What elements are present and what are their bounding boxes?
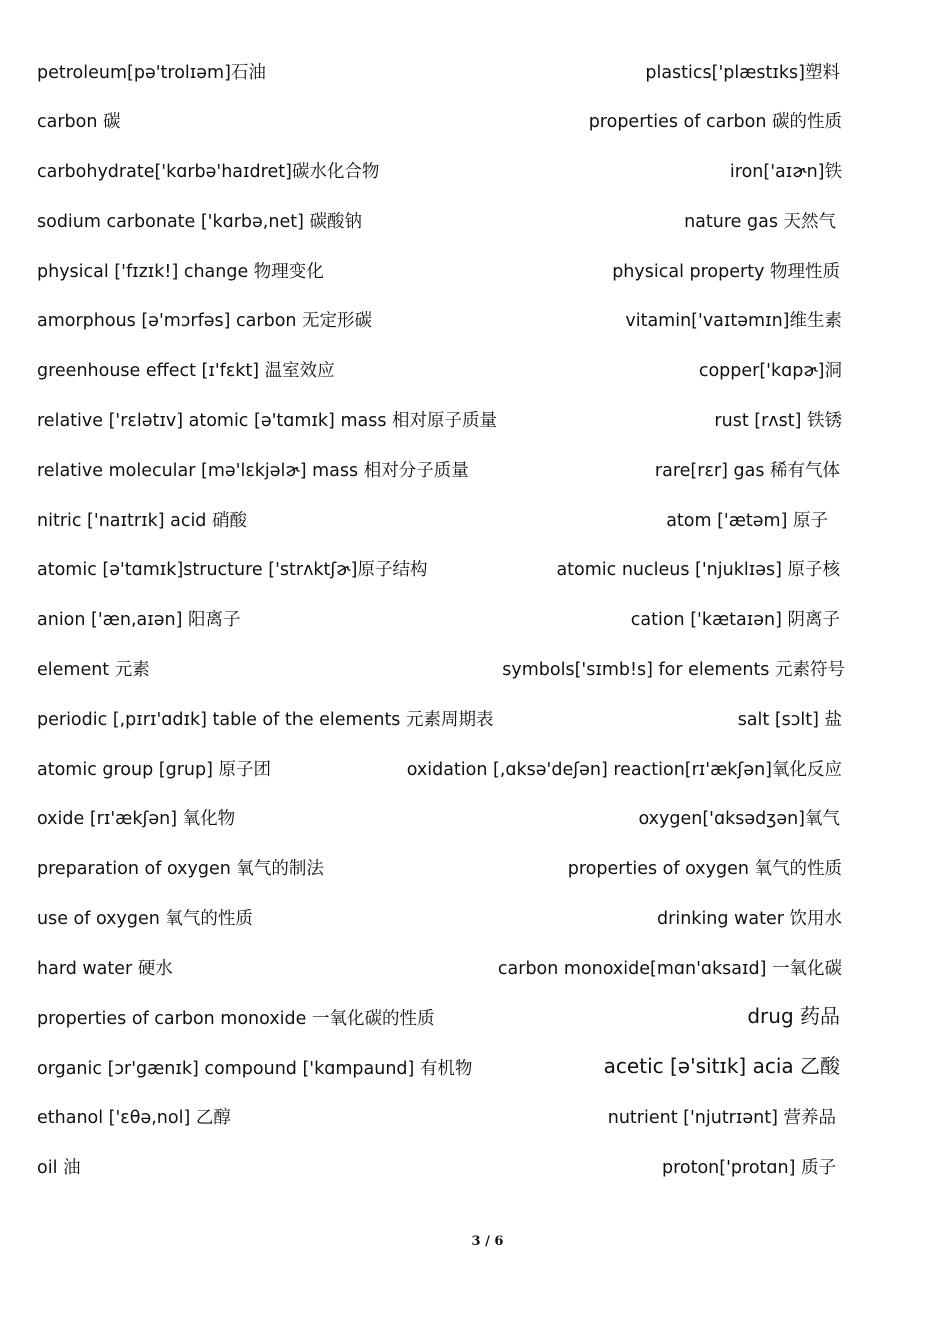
page-number: 3 / 6 [471,1234,504,1249]
vocab-row [37,854,842,884]
term-right: nutrient ['njutrɪənt] 营养品 [607,1108,836,1128]
term-right: oxidation [,ɑksə'deʃən] reaction[rɪ'ækʃən]氧化反应 [406,760,842,780]
term-right: vitamin['vaɪtəmɪn]维生素 [625,311,842,331]
vocab-row [37,1103,842,1133]
term-right: acetic [ə'sitɪk] acia 乙酸 [603,1054,840,1078]
term-right: salt [sɔlt] 盐 [737,710,842,730]
term-right: iron['aɪɚn]铁 [729,162,842,182]
term-left: use of oxygen 氧气的性质 [37,909,253,929]
term-left: anion ['æn,aɪən] 阳离子 [37,610,241,630]
term-left: oil 油 [37,1158,81,1178]
term-left: oxide [rɪ'ækʃən] 氧化物 [37,809,236,829]
term-right: atomic nucleus ['njuklɪəs] 原子核 [556,560,840,580]
vocab-row [37,107,842,137]
vocab-row [37,506,842,536]
term-right: copper['kɑpɚ]洞 [698,361,842,381]
vocab-row [37,157,842,187]
vocab-row [37,705,842,735]
term-left: organic [ɔr'gænɪk] compound ['kɑmpaund] 有机物 [37,1059,473,1079]
vocab-row [37,655,845,685]
vocab-row [37,406,842,436]
term-right: carbon monoxide[mɑn'ɑksaɪd] 一氧化碳 [497,959,842,979]
term-left: carbohydrate['kɑrbə'haɪdret]碳水化合物 [37,162,380,182]
term-left: hard water 硬水 [37,959,173,979]
term-left: sodium carbonate ['kɑrbə,net] 碳酸钠 [37,212,362,232]
term-left: greenhouse effect [ɪ'fɛkt] 温室效应 [37,361,335,381]
term-left: carbon 碳 [37,112,121,132]
term-right: cation ['kætaɪən] 阴离子 [630,610,840,630]
term-right: oxygen['ɑksədʒən]氧气 [638,809,840,829]
term-left: atomic group [grup] 原子团 [37,760,271,780]
term-right: proton['protɑn] 质子 [661,1158,836,1178]
term-right: rust [rʌst] 铁锈 [714,411,842,431]
term-right: physical property 物理性质 [612,262,840,282]
vocab-row [37,306,842,336]
vocab-row [37,804,842,834]
term-left: nitric ['naɪtrɪk] acid 硝酸 [37,511,247,531]
term-right: properties of carbon 碳的性质 [588,112,842,132]
term-right: plastics['plæstɪks]塑料 [645,63,840,83]
vocab-row [37,456,842,486]
vocab-row [37,755,842,785]
term-left: relative molecular [mə'lɛkjəlɚ] mass 相对分子质量 [37,461,469,481]
term-left: atomic [ə'tɑmɪk]structure ['strʌktʃɚ]原子结构 [37,560,428,580]
term-left: petroleum[pə'trolɪəm]石油 [37,63,266,83]
term-left: relative ['rɛlətɪv] atomic [ə'tɑmɪk] mass 相对原子质量 [37,411,498,431]
term-right: atom ['ætəm] 原子 [666,511,828,531]
term-left: amorphous [ə'mɔrfəs] carbon 无定形碳 [37,311,373,331]
term-right: nature gas 天然气 [684,212,836,232]
vocab-row [37,1054,842,1084]
vocab-row [37,605,842,635]
term-left: ethanol ['ɛθə,nol] 乙醇 [37,1108,231,1128]
term-right: drug 药品 [747,1004,840,1028]
term-right: rare[rɛr] gas 稀有气体 [654,461,840,481]
term-left: physical ['fɪzɪk!] change 物理变化 [37,262,324,282]
term-right: drinking water 饮用水 [657,909,842,929]
vocab-row [37,555,842,585]
vocab-row [37,58,842,88]
vocab-row [37,954,842,984]
vocab-row [37,904,842,934]
vocab-row [37,207,842,237]
term-left: properties of carbon monoxide 一氧化碳的性质 [37,1009,435,1029]
vocab-row [37,1003,842,1033]
vocab-row [37,257,842,287]
term-right: properties of oxygen 氧气的性质 [567,859,842,879]
term-left: element 元素 [37,660,150,680]
term-left: periodic [,pɪrɪ'ɑdɪk] table of the elements 元素周期表 [37,710,494,730]
vocab-row [37,1153,842,1183]
term-right: symbols['sɪmb!s] for elements 元素符号 [502,660,845,680]
term-left: preparation of oxygen 氧气的制法 [37,859,324,879]
vocab-row [37,356,842,386]
